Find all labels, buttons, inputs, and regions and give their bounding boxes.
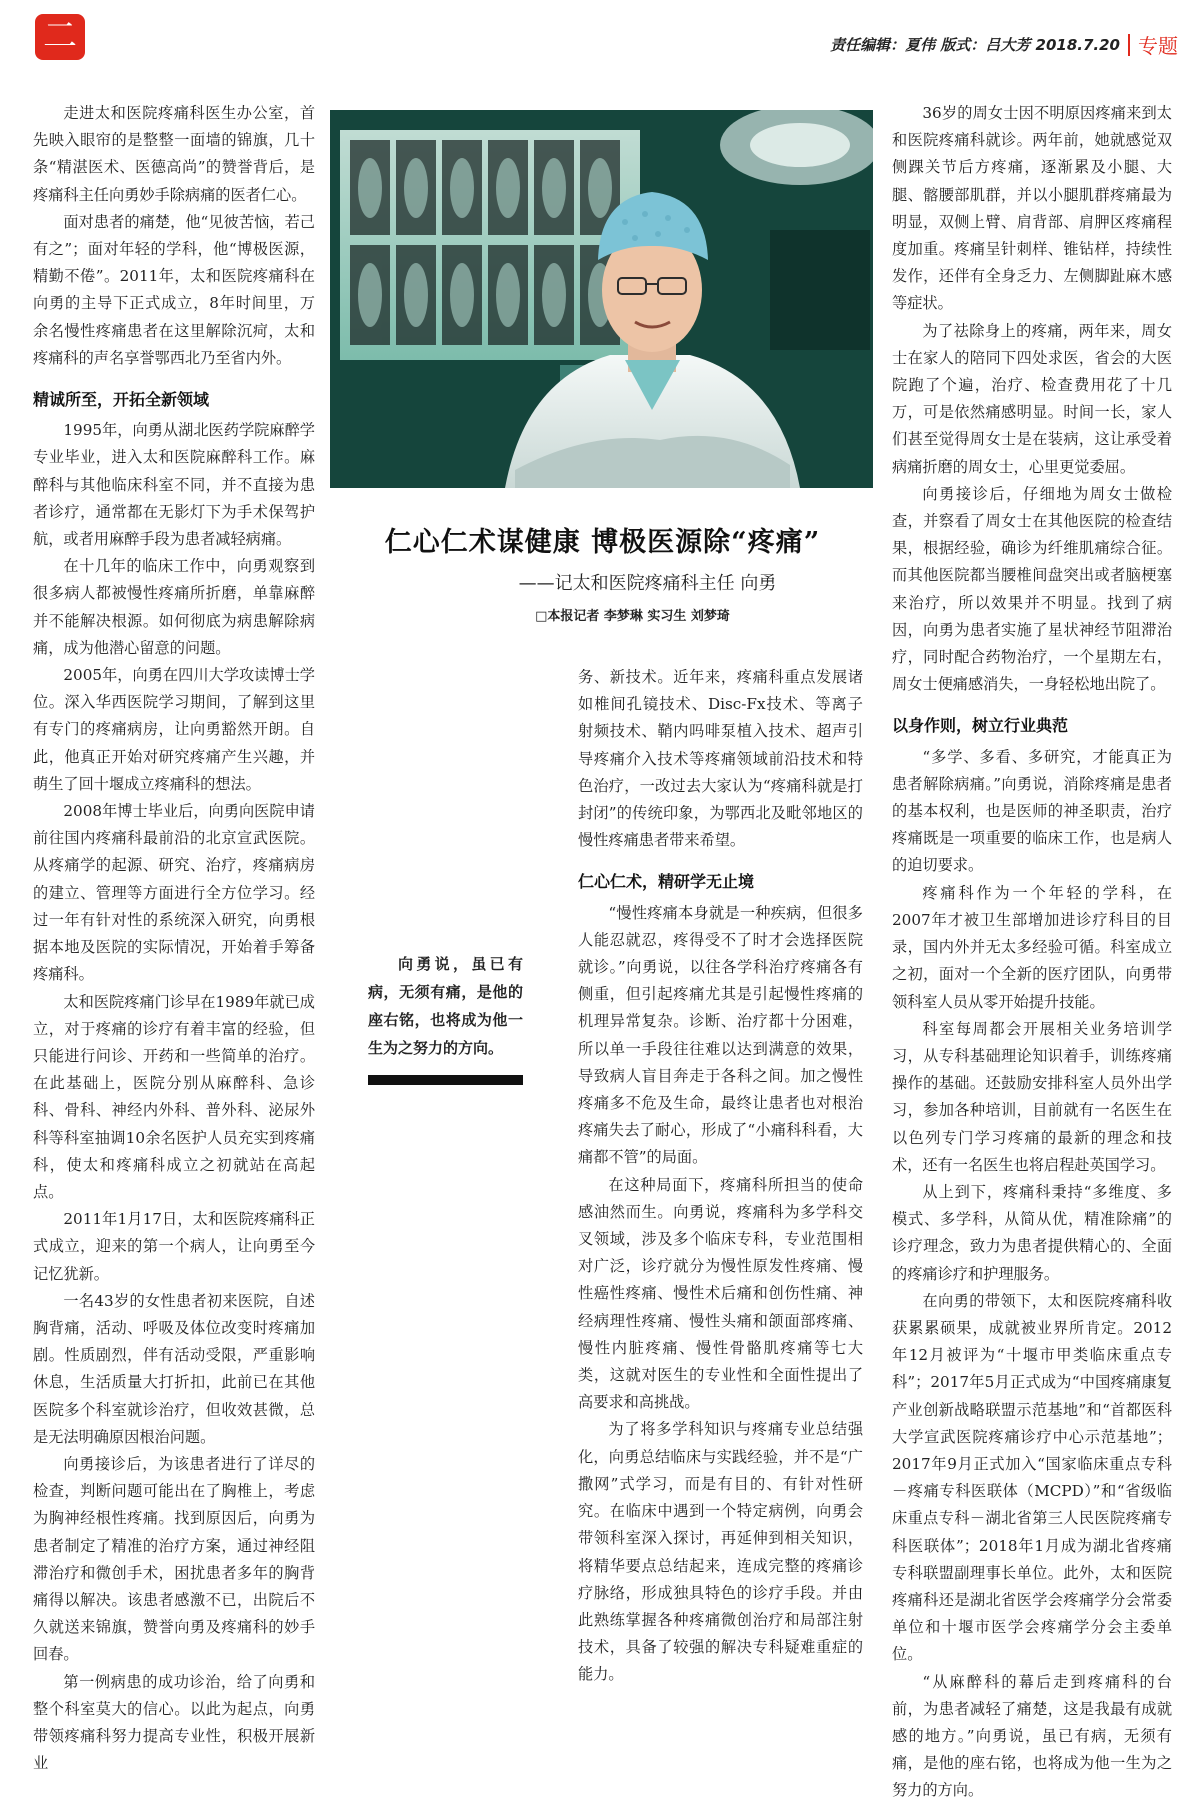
pull-quote-bar bbox=[368, 1075, 523, 1085]
section-heading: 精诚所至，开拓全新领域 bbox=[33, 390, 210, 410]
headline-block bbox=[330, 520, 875, 624]
page-header bbox=[830, 30, 1178, 59]
header-divider bbox=[1128, 34, 1130, 56]
paragraph: “慢性疼痛本身就是一种疾病，但很多人能忍就忍，疼得受不了时才会选择医院就诊。”向勇说，以往各学科治疗疼痛各有侧重，但引起疼痛尤其是引起慢性疼痛的机理异常复杂。诊断、治疗都十分困难，所以单一手段往往难以达到满意的效果，导致病人盲目奔走于各科之间。加之慢性疼痛多不危及生命，最终让患者也对根治疼痛失去了耐心，形成了“小痛科科看，大痛都不管”的局面。 bbox=[578, 903, 863, 1167]
paragraph: 1995年，向勇从湖北医药学院麻醉学专业毕业，进入太和医院麻醉科工作。麻醉科与其他临床科室不同，并不直接为患者诊疗，通常都在无影灯下为手术保驾护航，或者用麻醉手段为患者减轻病痛。 bbox=[33, 421, 315, 549]
pull-quote bbox=[368, 950, 523, 1062]
paragraph: 向勇接诊后，仔细地为周女士做检查，并察看了周女士在其他医院的检查结果，根据经验，确诊为纤维肌痛综合征。而其他医院都当腰椎间盘突出或者脑梗塞来治疗，所以效果并不明显。找到了病因，向勇为患者实施了星状神经节阻滞治疗，同时配合药物治疗，一个星期左右，周女士便痛感消失，一身轻松地出院了。 bbox=[892, 484, 1172, 694]
headline: 仁心仁术谋健康 博极医源除“疼痛” bbox=[384, 527, 821, 558]
paragraph: 在向勇的带领下，太和医院疼痛科收获累累硕果，成就被业界所肯定。2012年12月被评为“十堰市甲类临床重点专科”；2017年5月正式成为“中国疼痛康复产业创新战略联盟示范基地”和“首都医科大学宣武医院疼痛诊疗中心示范基地”；2017年9月正式加入“国家临床重点专科－疼痛专科医联体（MCPD）”和“省级临床重点专科－湖北省第三人民医院疼痛专科医联体”；2018年1月成为湖北省疼痛专科联盟副理事长单位。此外，太和医院疼痛科还是湖北省医学会疼痛学分会常委单位和十堰市医学会疼痛学分会主委单位。 bbox=[892, 1291, 1172, 1664]
page-number-badge: 二 bbox=[35, 14, 85, 60]
paragraph: 一名43岁的女性患者初来医院，自述胸背痛，活动、呼吸及体位改变时疼痛加剧。性质剧烈，伴有活动受限，严重影响休息，生活质量大打折扣，此前已在其他医院多个科室就诊治疗，但收效甚微，总是无法明确原因根治问题。 bbox=[33, 1291, 315, 1446]
doctor-portrait-illustration bbox=[330, 110, 873, 488]
doctor-photo bbox=[330, 110, 873, 488]
paragraph: 走进太和医院疼痛科医生办公室，首先映入眼帘的是整整一面墙的锦旗，几十条“精湛医术、医德高尚”的赞誉背后，是疼痛科主任向勇妙手除病痛的医者仁心。 bbox=[33, 104, 315, 204]
paragraph: “多学、多看、多研究，才能真正为患者解除病痛。”向勇说，消除疼痛是患者的基本权利，也是医师的神圣职责，治疗疼痛既是一项重要的临床工作，也是病人的迫切要求。 bbox=[892, 747, 1172, 875]
paragraph: 2005年，向勇在四川大学攻读博士学位。深入华西医院学习期间，了解到这里有专门的疼痛病房，让向勇豁然开朗。自此，他真正开始对研究疼痛产生兴趣，并萌生了回十堰成立疼痛科的想法。 bbox=[33, 666, 315, 793]
paragraph: 向勇接诊后，为该患者进行了详尽的检查，判断问题可能出在了胸椎上，考虑为胸神经根性疼痛。找到原因后，向勇为患者制定了精准的治疗方案，通过神经阻滞治疗和微创手术，困扰患者多年的胸背痛得以解决。该患者感激不已，出院后不久就送来锦旗，赞誉向勇及疼痛科的妙手回春。 bbox=[33, 1454, 315, 1664]
paragraph: 太和医院疼痛门诊早在1989年就已成立，对于疼痛的诊疗有着丰富的经验，但只能进行问诊、开药和一些简单的治疗。在此基础上，医院分别从麻醉科、急诊科、骨科、神经内外科、普外科、泌尿外科等科室抽调10余名医护人员充实到疼痛科，使太和疼痛科成立之初就站在高起点。 bbox=[33, 992, 315, 1201]
paragraph: 从上到下，疼痛科秉持“多维度、多模式、多学科，从简从优，精准除痛”的诊疗理念，致力为患者提供精心的、全面的疼痛诊疗和护理服务。 bbox=[892, 1182, 1172, 1283]
paragraph: 在这种局面下，疼痛科所担当的使命感油然而生。向勇说，疼痛科为多学科交叉领域，涉及多个临床专科，专业范围相对广泛，诊疗就分为慢性原发性疼痛、慢性癌性疼痛、慢性术后痛和创伤性痛、神经病理性疼痛、慢性头痛和颌面部疼痛、慢性内脏疼痛、慢性骨骼肌疼痛等七大类，这就对医生的专业性和全面性提出了高要求和高挑战。 bbox=[578, 1175, 863, 1412]
article-column-1 bbox=[33, 100, 315, 1777]
paragraph: 在十几年的临床工作中，向勇观察到很多病人都被慢性疼痛所折磨，单靠麻醉并不能解决根源。如何彻底为病患解除病痛，成为他潜心留意的问题。 bbox=[33, 557, 315, 657]
paragraph: 面对患者的痛楚，他“见彼苦恼，若己有之”；面对年轻的学科，他“博极医源，精勤不倦”。2011年，太和医院疼痛科在向勇的主导下正式成立，8年时间里，万余名慢性疼痛患者在这里解除沉疴，太和疼痛科的声名享誉鄂西北乃至省内外。 bbox=[33, 212, 315, 367]
paragraph: 务、新技术。近年来，疼痛科重点发展诸如椎间孔镜技术、Disc-Fx技术、等离子射频技术、鞘内吗啡泵植入技术、超声引导疼痛介入技术等疼痛领域前沿技术和特色治疗，一改过去大家认为“疼痛科就是打封闭”的传统印象，为鄂西北及毗邻地区的慢性疼痛患者带来希望。 bbox=[578, 668, 863, 850]
paragraph: 第一例病患的成功诊治，给了向勇和整个科室莫大的信心。以此为起点，向勇带领疼痛科努力提高专业性，积极开展新业 bbox=[33, 1672, 315, 1773]
paragraph: 为了将多学科知识与疼痛专业总结强化，向勇总结临床与实践经验，并不是“广撒网”式学习，而是有目的、有针对性研究。在临床中遇到一个特定病例，向勇会带领科室深入探讨，再延伸到相关知识，将精华要点总结起来，连成完整的疼痛诊疗脉络，形成独具特色的诊疗手段。并由此熟练掌握各种疼痛微创治疗和局部注射技术，具备了较强的解决专科疑难重症的能力。 bbox=[578, 1420, 863, 1684]
paragraph: 科室每周都会开展相关业务培训学习，从专科基础理论知识着手，训练疼痛操作的基础。还鼓励安排科室人员外出学习，参加各种培训，目前就有一名医生在以色列专门学习疼痛的最新的理念和技术，还有一名医生也将启程赴英国学习。 bbox=[892, 1019, 1172, 1174]
section-heading: 仁心仁术，精研学无止境 bbox=[578, 872, 755, 892]
header-credits: 责任编辑：夏伟 版式：吕大芳 2018.7.20 bbox=[830, 36, 1120, 54]
subheadline: ——记太和医院疼痛科主任 向勇 bbox=[518, 573, 777, 594]
paragraph: 疼痛科作为一个年轻的学科，在2007年才被卫生部增加进诊疗科目的目录，国内外并无太多经验可循。科室成立之初，面对一个全新的医疗团队，向勇带领科室人员从零开始提升技能。 bbox=[892, 883, 1172, 1011]
paragraph: 2008年博士毕业后，向勇向医院申请前往国内疼痛科最前沿的北京宣武医院。从疼痛学的起源、研究、治疗，疼痛病房的建立、管理等方面进行全方位学习。经过一年有针对性的系统深入研究，向勇根据本地及医院的实际情况，开始着手筹备疼痛科。 bbox=[33, 802, 315, 984]
header-section: 专题 bbox=[1138, 34, 1178, 58]
pull-quote-text: 向勇说，虽已有病，无须有痛，是他的座右铭，也将成为他一生为之努力的方向。 bbox=[368, 955, 523, 1057]
byline: □本报记者 李梦琳 实习生 刘梦琦 bbox=[535, 609, 730, 624]
section-heading: 以身作则，树立行业典范 bbox=[892, 716, 1069, 736]
paragraph: 为了祛除身上的疼痛，两年来，周女士在家人的陪同下四处求医，省会的大医院跑了个遍，治疗、检查费用花了十几万，可是依然痛感明显。时间一长，家人们甚至觉得周女士是在装病，这让承受着病痛折磨的周女士，心里更觉委屈。 bbox=[892, 321, 1172, 476]
paragraph: “从麻醉科的幕后走到疼痛科的台前，为患者减轻了痛楚，这是我最有成就感的地方。”向勇说，虽已有病，无须有痛，是他的座右铭，也将成为他一生为之努力的方向。 bbox=[892, 1672, 1172, 1800]
paragraph: 36岁的周女士因不明原因疼痛来到太和医院疼痛科就诊。两年前，她就感觉双侧踝关节后方疼痛，逐渐累及小腿、大腿、髂腰部肌群，并以小腿肌群疼痛最为明显，双侧上臂、肩背部、肩胛区疼痛程度加重。疼痛呈针刺样、锥钻样，持续性发作，还伴有全身乏力、左侧脚趾麻木感等症状。 bbox=[892, 104, 1172, 313]
paragraph: 2011年1月17日，太和医院疼痛科正式成立，迎来的第一个病人，让向勇至今记忆犹新。 bbox=[33, 1210, 315, 1283]
article-column-4 bbox=[892, 100, 1172, 1805]
article-column-3 bbox=[578, 664, 863, 1689]
